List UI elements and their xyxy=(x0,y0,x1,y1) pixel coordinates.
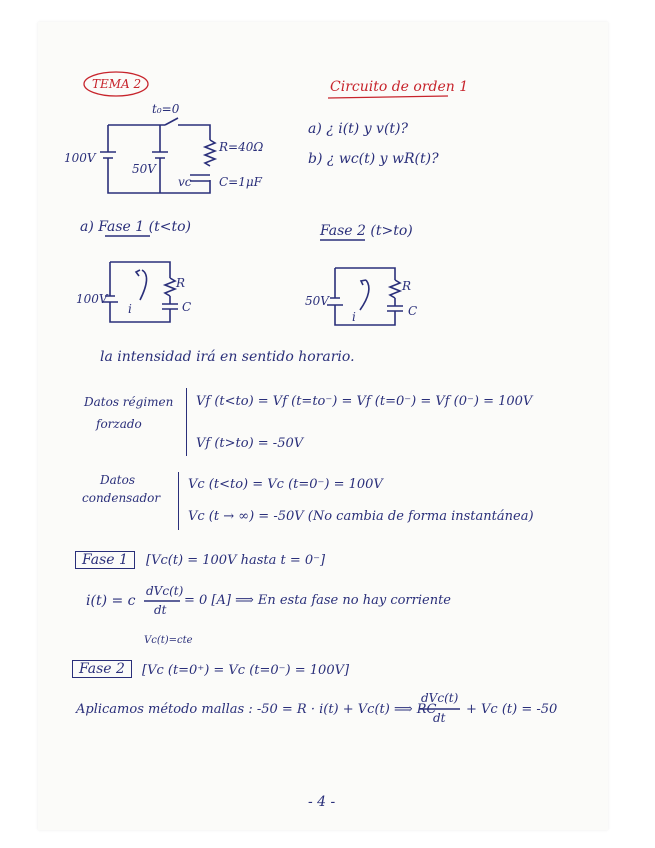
mallas-equation: Aplicamos método mallas : -50 = R · i(t) + Vc(t) ⟹ RC xyxy=(76,702,437,717)
it-numerator: dVc(t) xyxy=(146,584,184,598)
source-50v-label: 50V xyxy=(132,162,156,176)
phase1-i-label: i xyxy=(128,302,132,316)
phase1-source-label: 100V xyxy=(76,292,108,306)
capacitor-label: C=1μF xyxy=(219,175,262,189)
resistor-label: R=40Ω xyxy=(219,140,264,154)
vf-equation-2: Vf (t>to) = -50V xyxy=(196,436,304,451)
cond-label-2: condensador xyxy=(82,491,161,505)
page-title: Circuito de orden 1 xyxy=(330,79,469,95)
phase1-circuit xyxy=(102,262,178,322)
vc-equation-1: Vc (t<to) = Vc (t=0⁻) = 100V xyxy=(188,477,383,492)
vc-constant-note: Vc(t)=cte xyxy=(144,635,193,646)
phase1-heading: a) Fase 1 (t<to) xyxy=(80,219,191,235)
phase2-heading: Fase 2 (t>to) xyxy=(320,223,413,239)
phase2-circuit xyxy=(327,268,403,325)
vc-label: vc xyxy=(178,175,192,189)
forzado-label-1: Datos régimen xyxy=(84,395,174,409)
phase1-r-label: R xyxy=(176,276,186,290)
fase2-equation: [Vc (t=0⁺) = Vc (t=0⁻) = 100V] xyxy=(142,663,350,678)
vc-equation-2: Vc (t → ∞) = -50V (No cambia de forma instantánea) xyxy=(188,509,534,524)
intensity-note: la intensidad irá en sentido horario. xyxy=(100,349,355,365)
phase2-source-label: 50V xyxy=(305,294,329,308)
it-denominator: dt xyxy=(154,603,167,617)
question-b: b) ¿ wc(t) y wR(t)? xyxy=(308,151,439,167)
fase1-equation: [Vc(t) = 100V hasta t = 0⁻] xyxy=(146,553,326,568)
mallas-denominator: dt xyxy=(433,711,446,725)
fase2-box: Fase 2 xyxy=(72,660,132,678)
vf-equation-1: Vf (t<to) = Vf (t=to⁻) = Vf (t=0⁻) = Vf (0⁻) = 100V xyxy=(196,394,533,409)
phase2-c-label: C xyxy=(408,304,418,318)
t0-label: t₀=0 xyxy=(152,102,180,116)
phase1-c-label: C xyxy=(182,300,192,314)
tema-label: TEMA 2 xyxy=(92,77,142,91)
phase2-i-label: i xyxy=(352,310,356,324)
page-number: - 4 - xyxy=(308,794,336,810)
mallas-numerator: dVc(t) xyxy=(421,691,459,705)
it-lhs: i(t) = c xyxy=(86,593,136,609)
it-rhs: = 0 [A] ⟹ En esta fase no hay corriente xyxy=(184,593,451,608)
fase1-box: Fase 1 xyxy=(75,551,135,569)
question-a: a) ¿ i(t) y v(t)? xyxy=(308,121,409,137)
cond-brace xyxy=(178,472,179,530)
forzado-label-2: forzado xyxy=(96,417,142,431)
main-circuit xyxy=(100,118,215,193)
source-100v-label: 100V xyxy=(64,151,96,165)
cond-label-1: Datos xyxy=(100,473,135,487)
mallas-tail: + Vc (t) = -50 xyxy=(466,702,558,717)
forzado-brace xyxy=(186,388,187,456)
phase2-r-label: R xyxy=(402,279,412,293)
